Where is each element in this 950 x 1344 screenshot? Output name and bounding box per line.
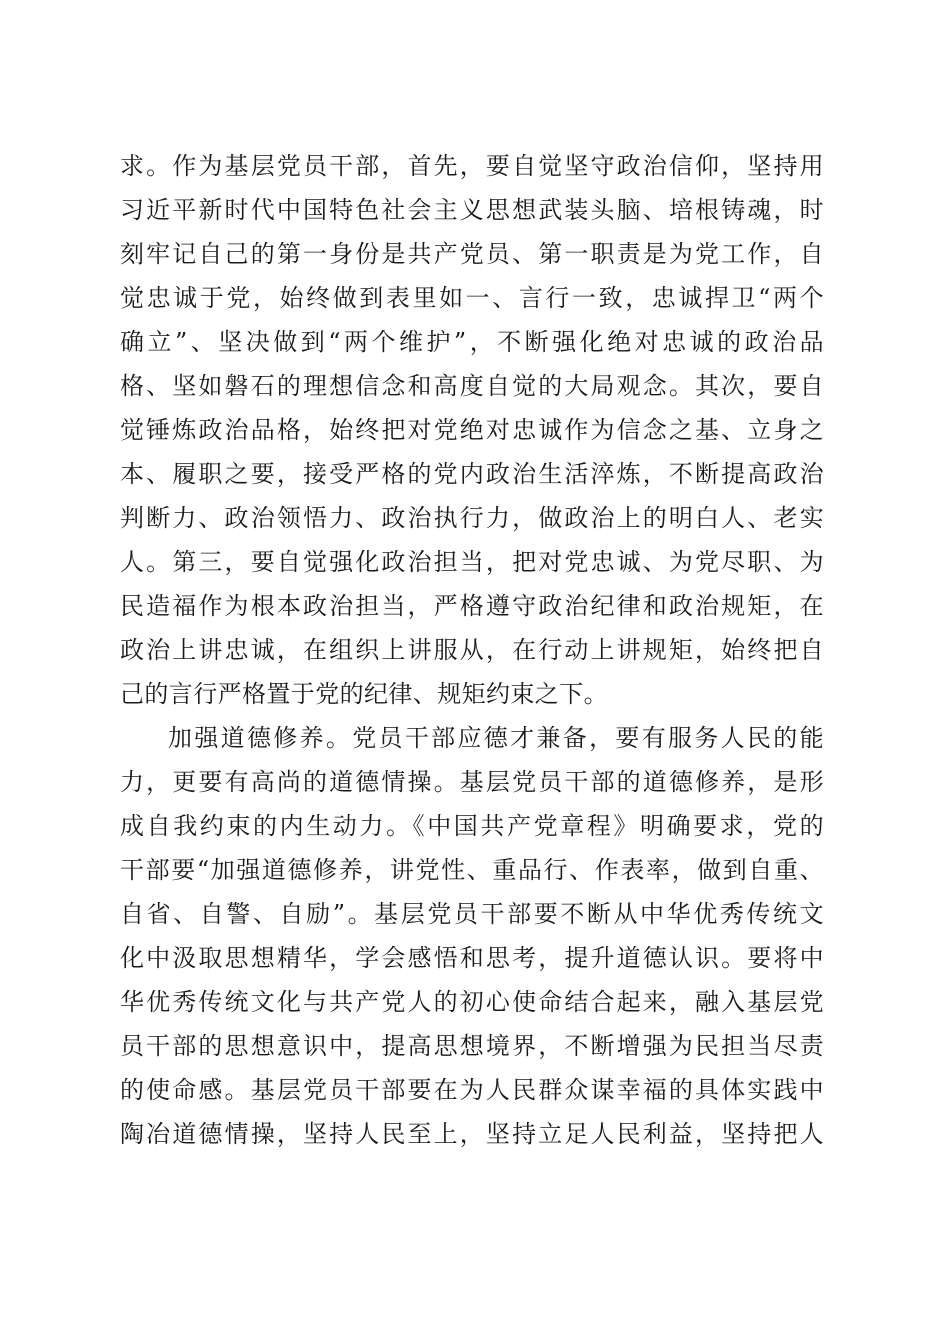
text-line: 判断力、政治领悟力、政治执行力，做政治上的明白人、老实 [120,504,824,532]
text-line: 成自我约束的内生动力。《中国共产党章程》明确要求，党的 [120,812,824,840]
text-line: 华优秀传统文化与共产党人的初心使命结合起来，融入基层党 [120,988,824,1016]
text-line: 觉忠诚于党，始终做到表里如一、言行一致，忠诚捍卫“两个 [120,284,824,312]
text-line: 力，更要有高尚的道德情操。基层党员干部的道德修养，是形 [120,768,824,796]
text-line: 员干部的思想意识中，提高思想境界，不断增强为民担当尽责 [120,1032,824,1060]
text-line: 本、履职之要，接受严格的党内政治生活淬炼，不断提高政治 [120,460,824,488]
text-line: 习近平新时代中国特色社会主义思想武装头脑、培根铸魂，时 [120,196,824,224]
text-line: 政治上讲忠诚，在组织上讲服从，在行动上讲规矩，始终把自 [120,636,824,664]
paragraph-political-loyalty [120,144,824,716]
text-line: 的使命感。基层党员干部要在为人民群众谋幸福的具体实践中 [120,1076,824,1104]
text-line: 己的言行严格置于党的纪律、规矩约束之下。 [120,680,608,708]
text-line: 化中汲取思想精华，学会感悟和思考，提升道德认识。要将中 [120,944,824,972]
text-line: 格、坚如磐石的理想信念和高度自觉的大局观念。其次，要自 [120,372,824,400]
text-line: 觉锤炼政治品格，始终把对党绝对忠诚作为信念之基、立身之 [120,416,824,444]
text-line: 陶冶道德情操，坚持人民至上，坚持立足人民利益，坚持把人 [120,1120,824,1148]
text-line: 刻牢记自己的第一身份是共产党员、第一职责是为党工作，自 [120,240,824,268]
paragraph-moral-cultivation [120,716,824,1156]
text-line: 求。作为基层党员干部，首先，要自觉坚守政治信仰，坚持用 [120,152,824,180]
text-line: 人。第三，要自觉强化政治担当，把对党忠诚、为党尽职、为 [120,548,824,576]
text-line: 加强道德修养。党员干部应德才兼备，要有服务人民的能 [168,724,824,752]
text-line: 确立”、坚决做到“两个维护”，不断强化绝对忠诚的政治品 [120,328,824,356]
text-line: 民造福作为根本政治担当，严格遵守政治纪律和政治规矩，在 [120,592,824,620]
text-line: 干部要“加强道德修养，讲党性、重品行、作表率，做到自重、 [120,856,824,884]
text-line: 自省、自警、自励”。基层党员干部要不断从中华优秀传统文 [120,900,824,928]
